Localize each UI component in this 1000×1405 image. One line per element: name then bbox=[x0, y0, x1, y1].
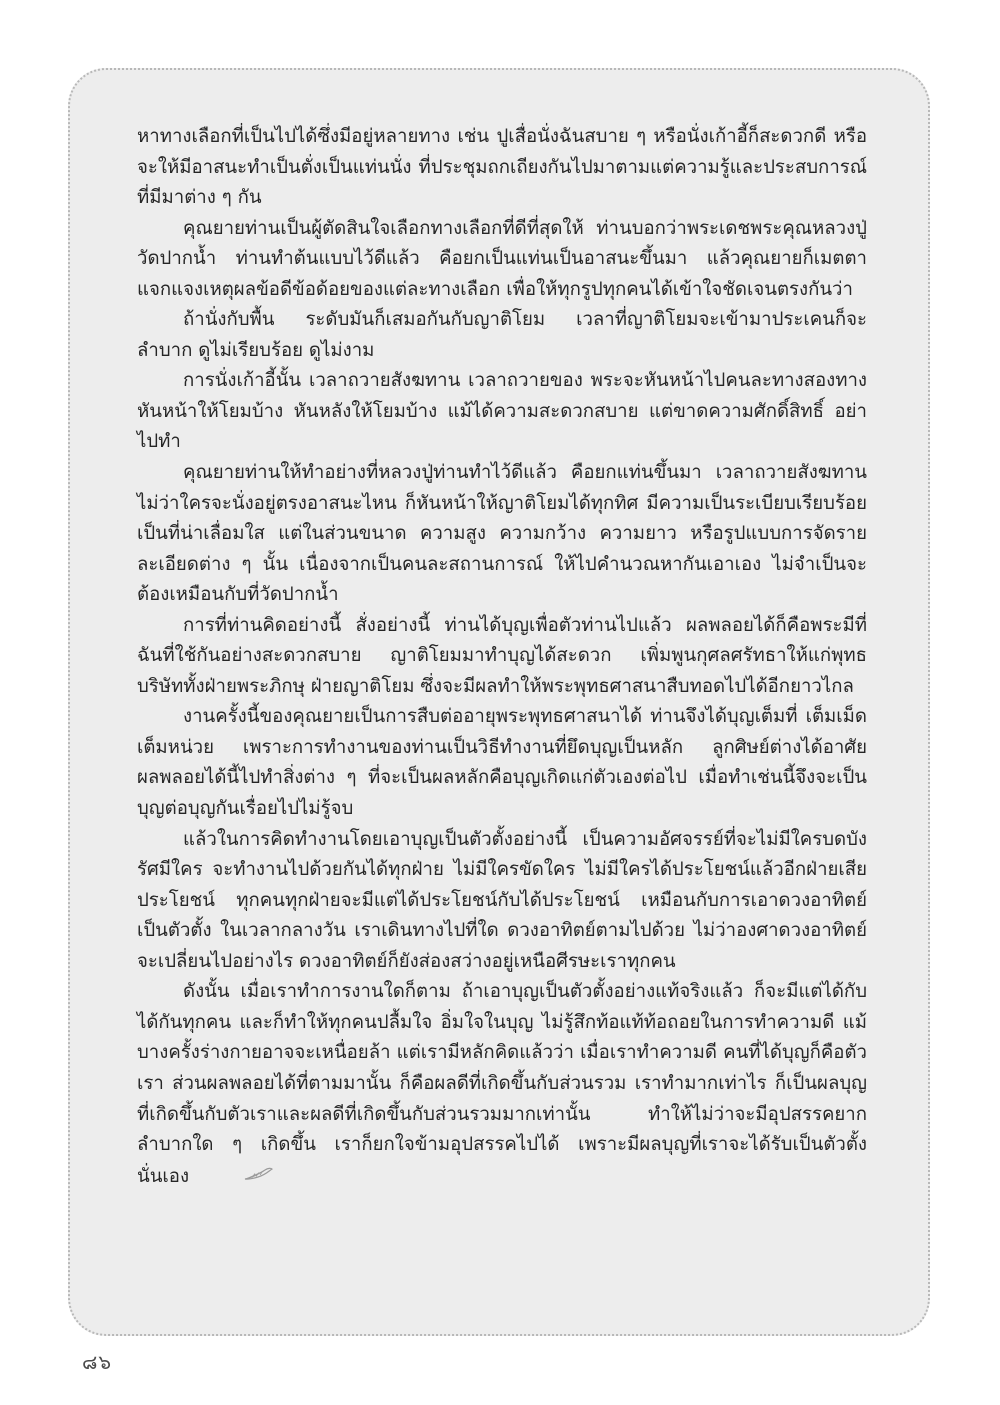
paragraph-2: คุณยายท่านเป็นผู้ตัดสินใจเลือกทางเลือกที่ดีที่สุดให้ ท่านบอกว่าพระเดชพระคุณหลวงปู่วัดปากน้ำ ท่านทำต้นแบบไว้ดีแล้ว คือยกเป็นแท่นเป็นอาสนะขึ้นมา แล้วคุณยายก็เมตตาแจกแจงเหตุผลข้อดีข้อด้อยของแต่ละทางเลือก เพื่อให้ทุกรูปทุกคนได้เข้าใจชัดเจนตรงกันว่า bbox=[137, 217, 867, 300]
paragraph-6: การที่ท่านคิดอย่างนี้ สั่งอย่างนี้ ท่านได้บุญเพื่อตัวท่านไปแล้ว ผลพลอยได้ก็คือพระมีที่ฉันที่ใช้กันอย่างสะดวกสบาย ญาติโยมมาทำบุญได้สะดวก เพิ่มพูนกุศลศรัทธาให้แก่พุทธบริษัททั้งฝ่ายพระภิกษุ ฝ่ายญาติโยม ซึ่งจะมีผลทำให้พระพุทธศาสนาสืบทอดไปได้อีกยาวไกล bbox=[137, 614, 867, 697]
feather-ornament-svg bbox=[243, 1167, 273, 1181]
paragraph-7: งานครั้งนี้ของคุณยายเป็นการสืบต่ออายุพระพุทธศาสนาได้ ท่านจึงได้บุญเต็มที่ เต็มเม็ดเต็มหน่วย เพราะการทำงานของท่านเป็นวิธีทำงานที่ยึดบุญเป็นหลัก ลูกศิษย์ต่างได้อาศัยผลพลอยได้นี้ไปทำสิ่งต่าง ๆ ที่จะเป็นผลหลักคือบุญเกิดแก่ตัวเองต่อไป เมื่อทำเช่นนี้จึงจะเป็นบุญต่อบุญกันเรื่อยไปไม่รู้จบ bbox=[137, 706, 867, 820]
paragraph-5: คุณยายท่านให้ทำอย่างที่หลวงปู่ท่านทำไว้ดีแล้ว คือยกแท่นขึ้นมา เวลาถวายสังฆทาน ไม่ว่าใครจะนั่งอยู่ตรงอาสนะไหน ก็หันหน้าให้ญาติโยมได้ทุกทิศ มีความเป็นระเบียบเรียบร้อย เป็นที่น่าเลื่อมใส แต่ในส่วนขนาด ความสูง ความกว้าง ความยาว หรือรูปแบบการจัดรายละเอียดต่าง ๆ นั้น เนื่องจากเป็นคนละสถานการณ์ ให้ไปคำนวณหากันเอาเอง ไม่จำเป็นจะต้องเหมือนกับที่วัดปากน้ำ bbox=[137, 462, 867, 606]
page-number: ๘๖ bbox=[82, 1350, 113, 1374]
paragraph-8: แล้วในการคิดทำงานโดยเอาบุญเป็นตัวตั้งอย่างนี้ เป็นความอัศจรรย์ที่จะไม่มีใครบดบังรัศมีใคร จะทำงานไปด้วยกันได้ทุกฝ่าย ไม่มีใครขัดใคร ไม่มีใครได้ประโยชน์แล้วอีกฝ่ายเสียประโยชน์ ทุกคนทุกฝ่ายจะมีแต่ได้ประโยชน์กับได้ประโยชน์ เหมือนกับการเอาดวงอาทิตย์เป็นตัวตั้ง ในเวลากลางวัน เราเดินทางไปที่ใด ดวงอาทิตย์ตามไปด้วย ไม่ว่าองศาดวงอาทิตย์จะเปลี่ยนไปอย่างไร ดวงอาทิตย์ก็ยังส่องสว่างอยู่เหนือศีรษะเราทุกคน bbox=[137, 828, 867, 972]
paragraph-1: หาทางเลือกที่เป็นไปได้ซึ่งมีอยู่หลายทาง เช่น ปูเสื่อนั่งฉันสบาย ๆ หรือนั่งเก้าอี้ก็สะดวกดี หรือจะให้มีอาสนะทำเป็นตั่งเป็นแท่นนั่ง ที่ประชุมถกเถียงกันไปมาตามแต่ความรู้และประสบการณ์ที่มีมาต่าง ๆ กัน bbox=[137, 126, 867, 209]
paragraph-3: ถ้านั่งกับพื้น ระดับมันก็เสมอกันกับญาติโยม เวลาที่ญาติโยมจะเข้ามาประเคนก็จะลำบาก ดูไม่เรียบร้อย ดูไม่งาม bbox=[137, 309, 867, 361]
paragraph-9-text: ดังนั้น เมื่อเราทำการงานใดก็ตาม ถ้าเอาบุญเป็นตัวตั้งอย่างแท้จริงแล้ว ก็จะมีแต่ได้กับได้กันทุกคน และก็ทำให้ทุกคนปลื้มใจ อิ่มใจในบุญ ไม่รู้สึกท้อแท้ท้อถอยในการทำความดี แม้บางครั้งร่างกายอาจจะเหนื่อยล้า แต่เรามีหลักคิดแล้วว่า เมื่อเราทำความดี คนที่ได้บุญก็คือตัวเรา ส่วนผลพลอยได้ที่ตามมานั้น ก็คือผลดีที่เกิดขึ้นกับส่วนรวม เราทำมากเท่าไร ก็เป็นผลบุญที่เกิดขึ้นกับตัวเราและผลดีที่เกิดขึ้นกับส่วนรวมมากเท่านั้น ทำให้ไม่ว่าจะมีอุปสรรคยากลำบากใด ๆ เกิดขึ้น เราก็ยกใจข้ามอุปสรรคไปได้ เพราะมีผลบุญที่เราจะได้รับเป็นตัวตั้งนั่นเอง bbox=[137, 981, 867, 1187]
paragraph-4: การนั่งเก้าอี้นั้น เวลาถวายสังฆทาน เวลาถวายของ พระจะหันหน้าไปคนละทางสองทาง หันหน้าให้โยมบ้าง หันหลังให้โยมบ้าง แม้ได้ความสะดวกสบาย แต่ขาดความศักดิ์สิทธิ์ อย่าไปทำ bbox=[137, 370, 867, 453]
article-body bbox=[137, 122, 867, 1192]
paragraph-9 bbox=[137, 977, 867, 1192]
feather-ornament-icon bbox=[197, 1161, 273, 1192]
